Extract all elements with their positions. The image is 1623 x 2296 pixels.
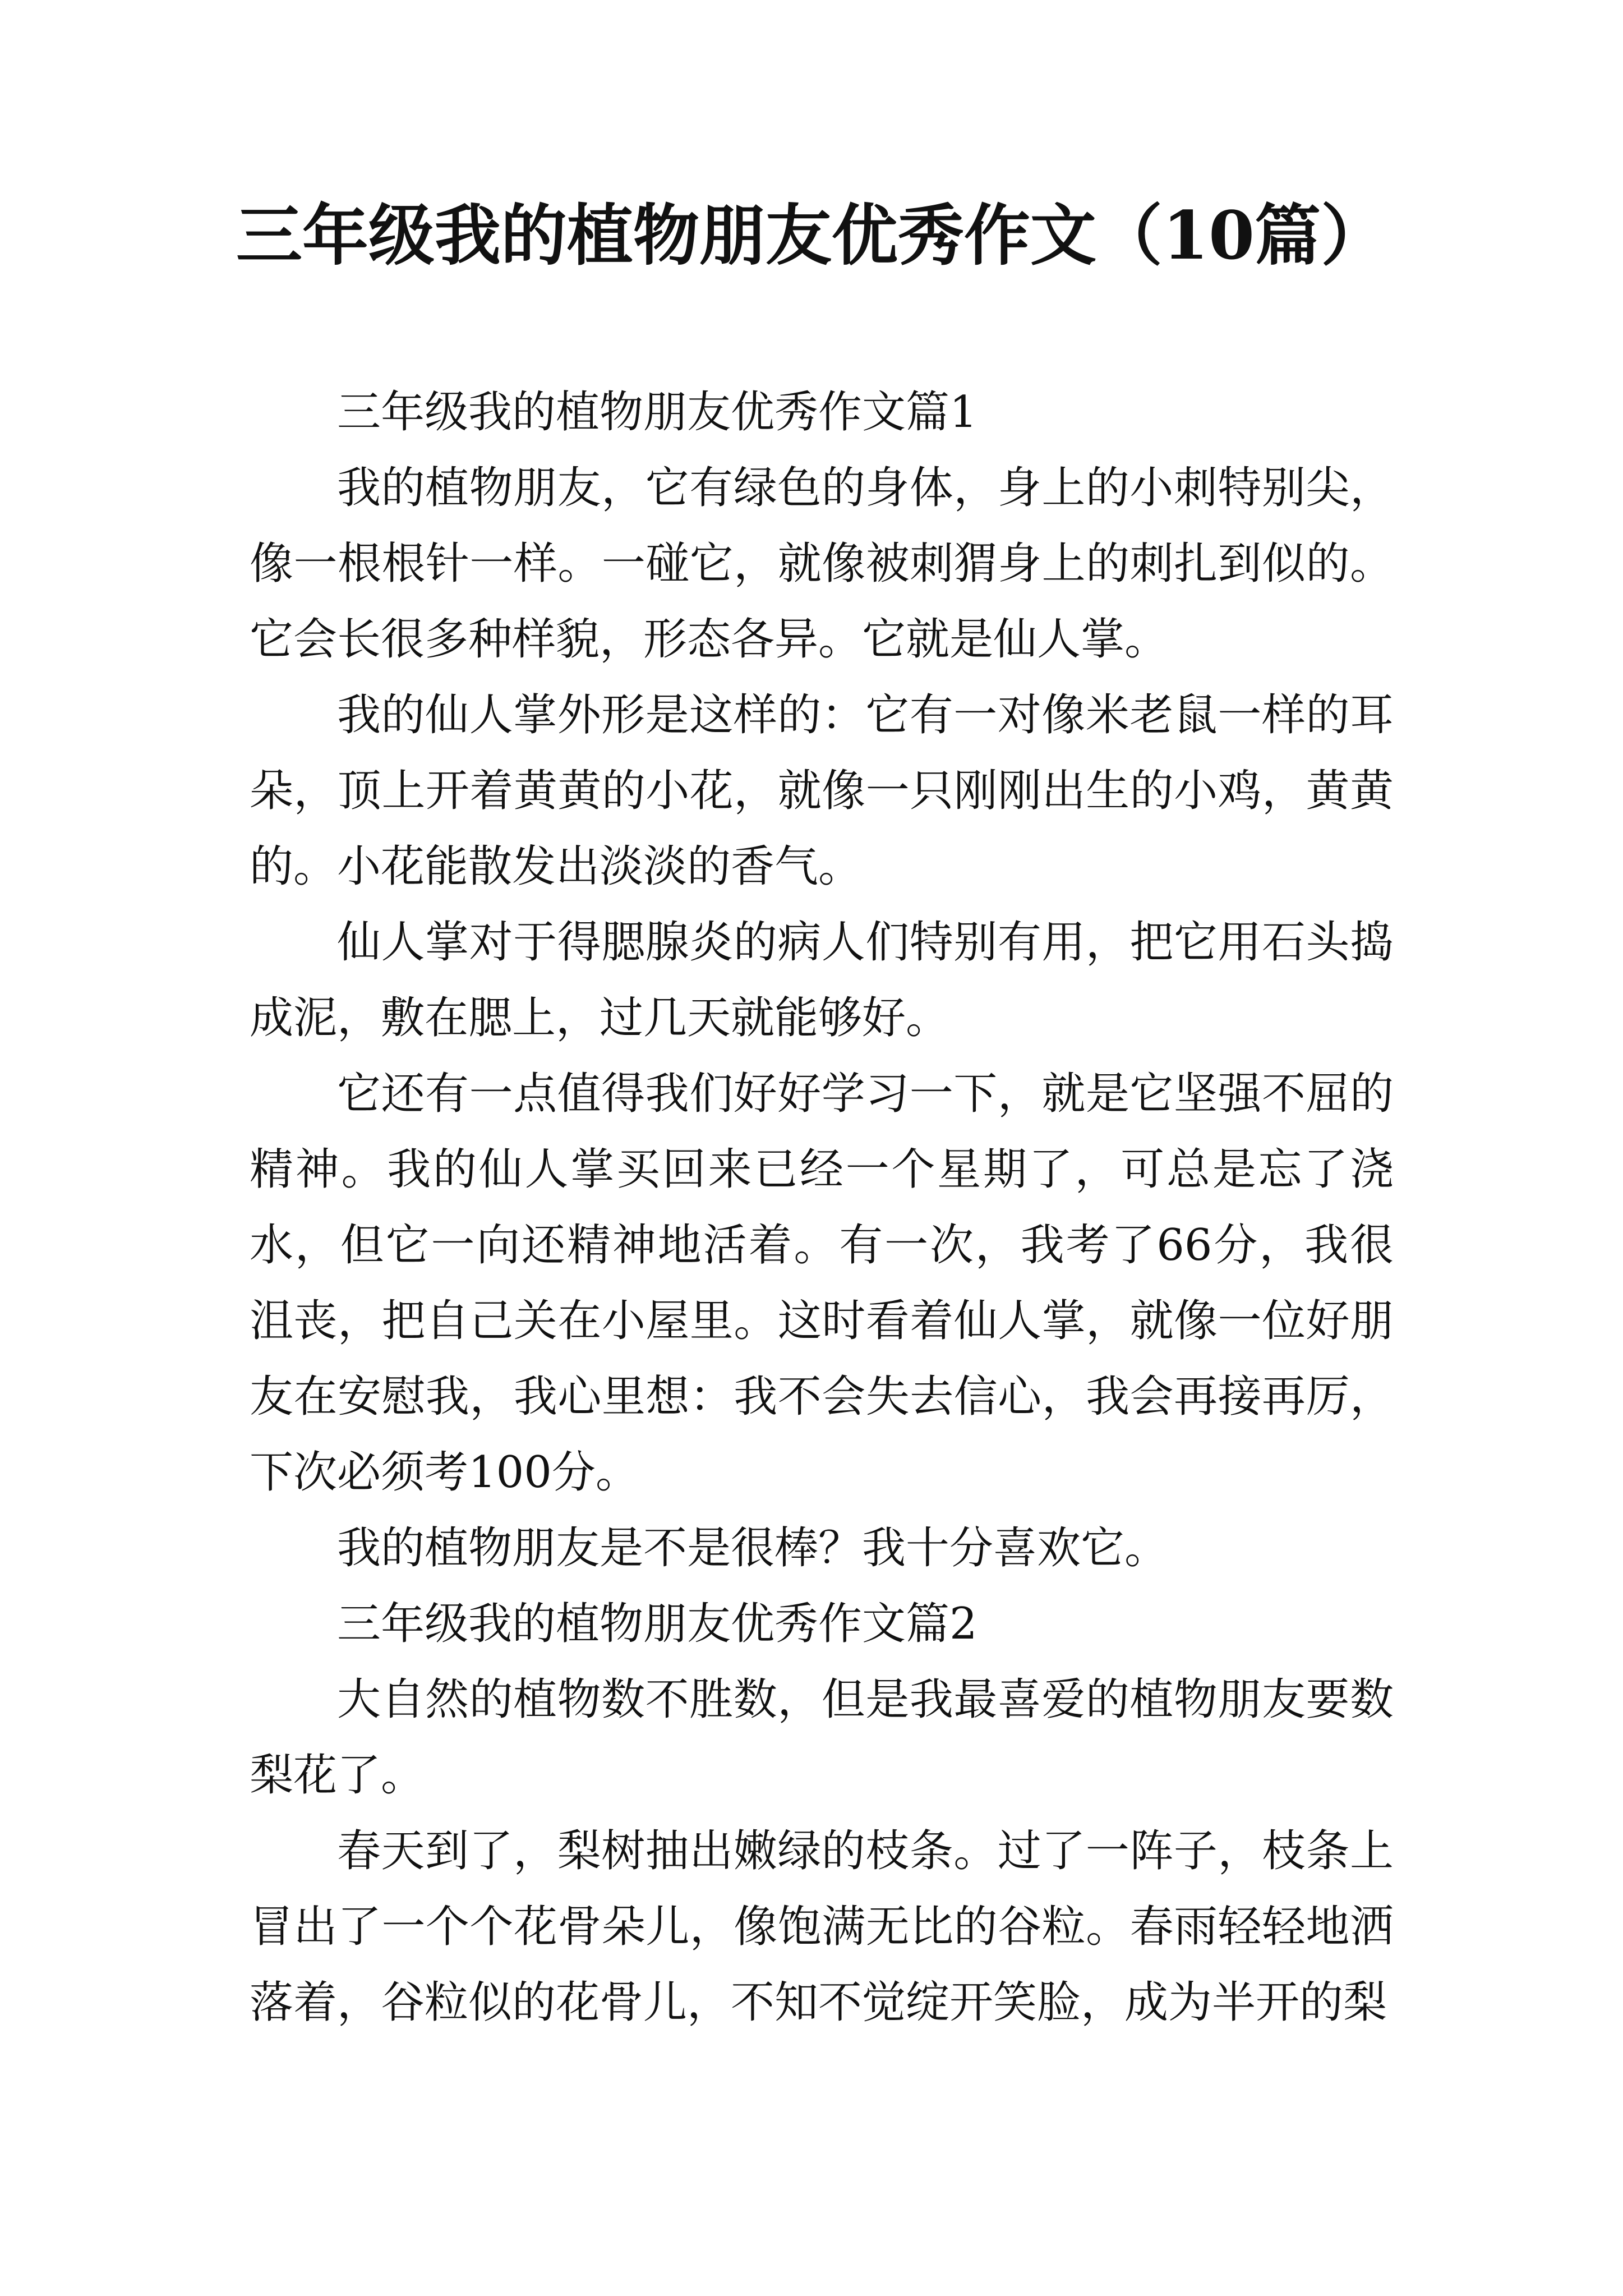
paragraph: 我的植物朋友，它有绿色的身体，身上的小刺特别尖，像一根根针一样。一碰它，就像被刺猬身上的刺扎到似的。它会长很多种样貌，形态各异。它就是仙人掌。 [250, 463, 1394, 665]
section-heading-1: 三年级我的植物朋友优秀作文篇1 [337, 387, 978, 438]
paragraph: 仙人掌对于得腮腺炎的病人们特别有用，把它用石头捣成泥，敷在腮上，过几天就能够好。 [250, 917, 1394, 1043]
paragraph: 我的植物朋友是不是很棒？我十分喜欢它。 [337, 1523, 1169, 1573]
paragraph: 它还有一点值得我们好好学习一下，就是它坚强不屈的精神。我的仙人掌买回来已经一个星期了，可总是忘了浇水，但它一向还精神地活着。有一次，我考了66分，我很沮丧，把自己关在小屋里。这时看着仙人掌，就像一位好朋友在安慰我，我心里想：我不会失去信心，我会再接再厉，下次必须考100分。 [250, 1069, 1394, 1498]
paragraph: 春天到了，梨树抽出嫩绿的枝条。过了一阵子，枝条上冒出了一个个花骨朵儿，像饱满无比的谷粒。春雨轻轻地洒落着，谷粒似的花骨儿，不知不觉绽开笑脸，成为半开的梨 [250, 1826, 1394, 2028]
section-heading-2: 三年级我的植物朋友优秀作文篇2 [337, 1599, 978, 1649]
paragraph: 大自然的植物数不胜数，但是我最喜爱的植物朋友要数梨花了。 [250, 1674, 1394, 1801]
document-title: 三年级我的植物朋友优秀作文（10篇） [236, 196, 1387, 274]
document-body [250, 375, 1394, 2041]
paragraph: 我的仙人掌外形是这样的：它有一对像米老鼠一样的耳朵，顶上开着黄黄的小花，就像一只刚刚出生的小鸡，黄黄的。小花能散发出淡淡的香气。 [250, 690, 1394, 892]
